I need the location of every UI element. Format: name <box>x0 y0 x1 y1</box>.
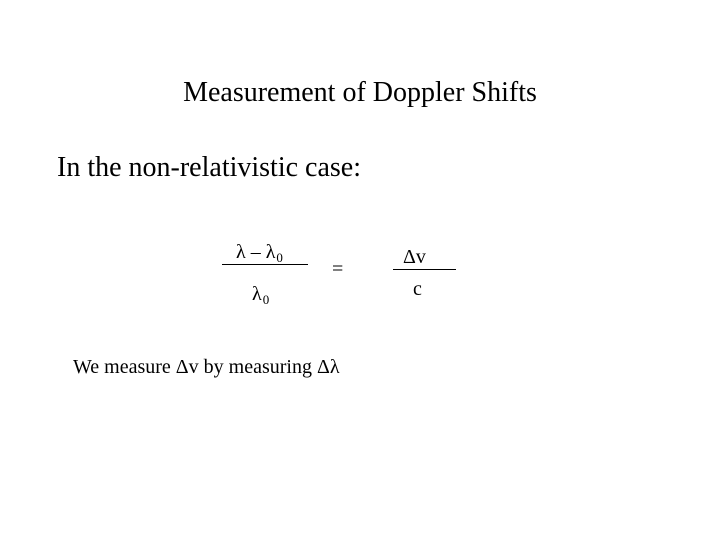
slide-title-text: Measurement of Doppler Shifts <box>183 77 537 108</box>
equals-sign: = <box>332 258 344 280</box>
measurement-note: We measure Δv by measuring Δλ <box>73 356 340 378</box>
lhs-denominator-subscript: 0 <box>262 292 270 307</box>
slide-subtitle: In the non-relativistic case: <box>57 152 361 183</box>
lhs-numerator-subscript: 0 <box>276 250 283 265</box>
lhs-fraction-bar <box>222 264 308 265</box>
lhs-numerator-main: λ – λ <box>236 241 276 263</box>
rhs-numerator: Δv <box>403 246 426 268</box>
lhs-denominator <box>252 283 269 306</box>
rhs-fraction-bar <box>393 269 456 270</box>
lhs-numerator <box>236 241 283 264</box>
rhs-denominator: c <box>413 278 422 300</box>
slide-title <box>0 77 720 109</box>
lhs-denominator-main: λ <box>252 283 262 305</box>
